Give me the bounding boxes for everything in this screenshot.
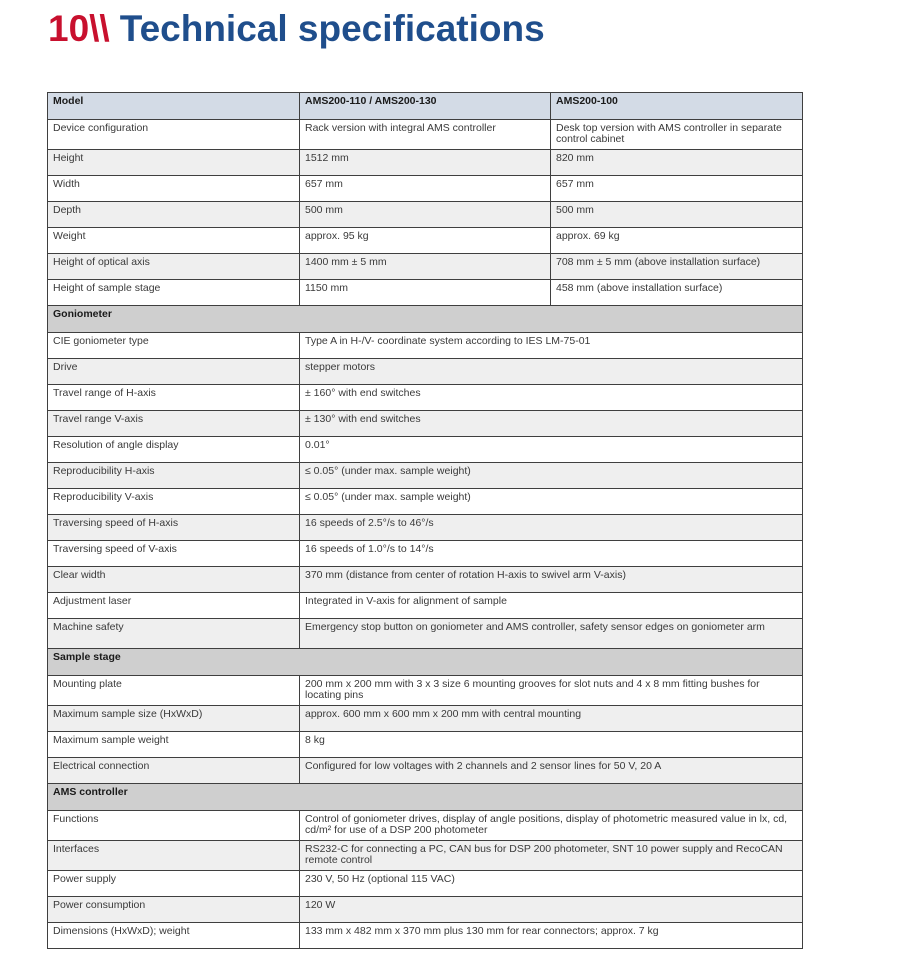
table-row [48, 411, 803, 437]
row-value-b: 708 mm ± 5 mm (above installation surface) [551, 254, 803, 280]
row-label: Device configuration [48, 120, 300, 150]
row-label: Machine safety [48, 619, 300, 649]
row-value: 16 speeds of 2.5°/s to 46°/s [300, 515, 803, 541]
row-label: Functions [48, 811, 300, 841]
row-value-a: 1512 mm [300, 150, 551, 176]
row-value: ≤ 0.05° (under max. sample weight) [300, 489, 803, 515]
spec-table [47, 92, 803, 949]
row-value: stepper motors [300, 359, 803, 385]
row-label: Resolution of angle display [48, 437, 300, 463]
table-row [48, 897, 803, 923]
row-value-b: 657 mm [551, 176, 803, 202]
row-label: Reproducibility H-axis [48, 463, 300, 489]
row-value: 120 W [300, 897, 803, 923]
table-row [48, 841, 803, 871]
row-value-b: 458 mm (above installation surface) [551, 280, 803, 306]
row-label: Interfaces [48, 841, 300, 871]
table-row [48, 923, 803, 949]
row-label: Weight [48, 228, 300, 254]
table-row [48, 176, 803, 202]
table-row [48, 706, 803, 732]
table-row [48, 254, 803, 280]
section-row [48, 306, 803, 333]
row-label: Width [48, 176, 300, 202]
row-value: ± 160° with end switches [300, 385, 803, 411]
row-value: 370 mm (distance from center of rotation H-axis to swivel arm V-axis) [300, 567, 803, 593]
section-separator: \\ [89, 8, 110, 49]
row-label: Power consumption [48, 897, 300, 923]
row-value: RS232-C for connecting a PC, CAN bus for DSP 200 photometer, SNT 10 power supply and RecoCAN remote control [300, 841, 803, 871]
row-label: Travel range of H-axis [48, 385, 300, 411]
row-label: Height of sample stage [48, 280, 300, 306]
section-title: Goniometer [48, 306, 803, 333]
table-row [48, 463, 803, 489]
table-row [48, 593, 803, 619]
row-value: ± 130° with end switches [300, 411, 803, 437]
table-row [48, 150, 803, 176]
row-label: Maximum sample weight [48, 732, 300, 758]
row-value: 200 mm x 200 mm with 3 x 3 size 6 mounting grooves for slot nuts and 4 x 8 mm fitting bushes for locating pins [300, 676, 803, 706]
row-label: Traversing speed of V-axis [48, 541, 300, 567]
header-model-a: AMS200-110 / AMS200-130 [300, 93, 551, 120]
row-label: Travel range V-axis [48, 411, 300, 437]
row-value: approx. 600 mm x 600 mm x 200 mm with central mounting [300, 706, 803, 732]
table-row [48, 619, 803, 649]
row-value-a: 657 mm [300, 176, 551, 202]
section-title: AMS controller [48, 784, 803, 811]
row-label: Maximum sample size (HxWxD) [48, 706, 300, 732]
row-label: Dimensions (HxWxD); weight [48, 923, 300, 949]
row-label: Reproducibility V-axis [48, 489, 300, 515]
table-header-row [48, 93, 803, 120]
row-value: ≤ 0.05° (under max. sample weight) [300, 463, 803, 489]
row-value-b: Desk top version with AMS controller in separate control cabinet [551, 120, 803, 150]
row-label: Clear width [48, 567, 300, 593]
section-number: 10 [48, 8, 90, 49]
header-model-b: AMS200-100 [551, 93, 803, 120]
table-row [48, 489, 803, 515]
row-label: Mounting plate [48, 676, 300, 706]
table-row [48, 280, 803, 306]
table-row [48, 515, 803, 541]
table-row [48, 541, 803, 567]
table-row [48, 567, 803, 593]
section-row [48, 649, 803, 676]
table-row [48, 758, 803, 784]
row-value-b: approx. 69 kg [551, 228, 803, 254]
row-value-a: 1400 mm ± 5 mm [300, 254, 551, 280]
row-value-b: 500 mm [551, 202, 803, 228]
table-row [48, 871, 803, 897]
row-label: Adjustment laser [48, 593, 300, 619]
section-row [48, 784, 803, 811]
row-value-a: 500 mm [300, 202, 551, 228]
row-label: Height of optical axis [48, 254, 300, 280]
row-value-a: approx. 95 kg [300, 228, 551, 254]
table-row [48, 676, 803, 706]
row-label: Traversing speed of H-axis [48, 515, 300, 541]
row-value: 0.01° [300, 437, 803, 463]
row-value: Control of goniometer drives, display of angle positions, display of photometric measured value in lx, cd, cd/m² for use of a DSP 200 photometer [300, 811, 803, 841]
row-label: CIE goniometer type [48, 333, 300, 359]
row-value: 230 V, 50 Hz (optional 115 VAC) [300, 871, 803, 897]
row-value: 16 speeds of 1.0°/s to 14°/s [300, 541, 803, 567]
row-label: Electrical connection [48, 758, 300, 784]
table-row [48, 228, 803, 254]
row-value: Emergency stop button on goniometer and AMS controller, safety sensor edges on goniometer arm [300, 619, 803, 649]
row-label: Depth [48, 202, 300, 228]
row-value: 8 kg [300, 732, 803, 758]
row-value: Configured for low voltages with 2 channels and 2 sensor lines for 50 V, 20 A [300, 758, 803, 784]
table-row [48, 202, 803, 228]
row-value-b: 820 mm [551, 150, 803, 176]
row-value-a: 1150 mm [300, 280, 551, 306]
table-row [48, 732, 803, 758]
row-label: Drive [48, 359, 300, 385]
row-label: Power supply [48, 871, 300, 897]
table-row [48, 385, 803, 411]
table-row [48, 333, 803, 359]
row-label: Height [48, 150, 300, 176]
page-title: Technical specifications [119, 8, 545, 49]
page-heading [48, 8, 545, 50]
header-model: Model [48, 93, 300, 120]
row-value: 133 mm x 482 mm x 370 mm plus 130 mm for rear connectors; approx. 7 kg [300, 923, 803, 949]
table-row [48, 359, 803, 385]
table-row [48, 120, 803, 150]
section-title: Sample stage [48, 649, 803, 676]
row-value: Type A in H-/V- coordinate system according to IES LM-75-01 [300, 333, 803, 359]
spec-table-body [48, 93, 803, 949]
table-row [48, 437, 803, 463]
table-row [48, 811, 803, 841]
row-value-a: Rack version with integral AMS controller [300, 120, 551, 150]
row-value: Integrated in V-axis for alignment of sample [300, 593, 803, 619]
